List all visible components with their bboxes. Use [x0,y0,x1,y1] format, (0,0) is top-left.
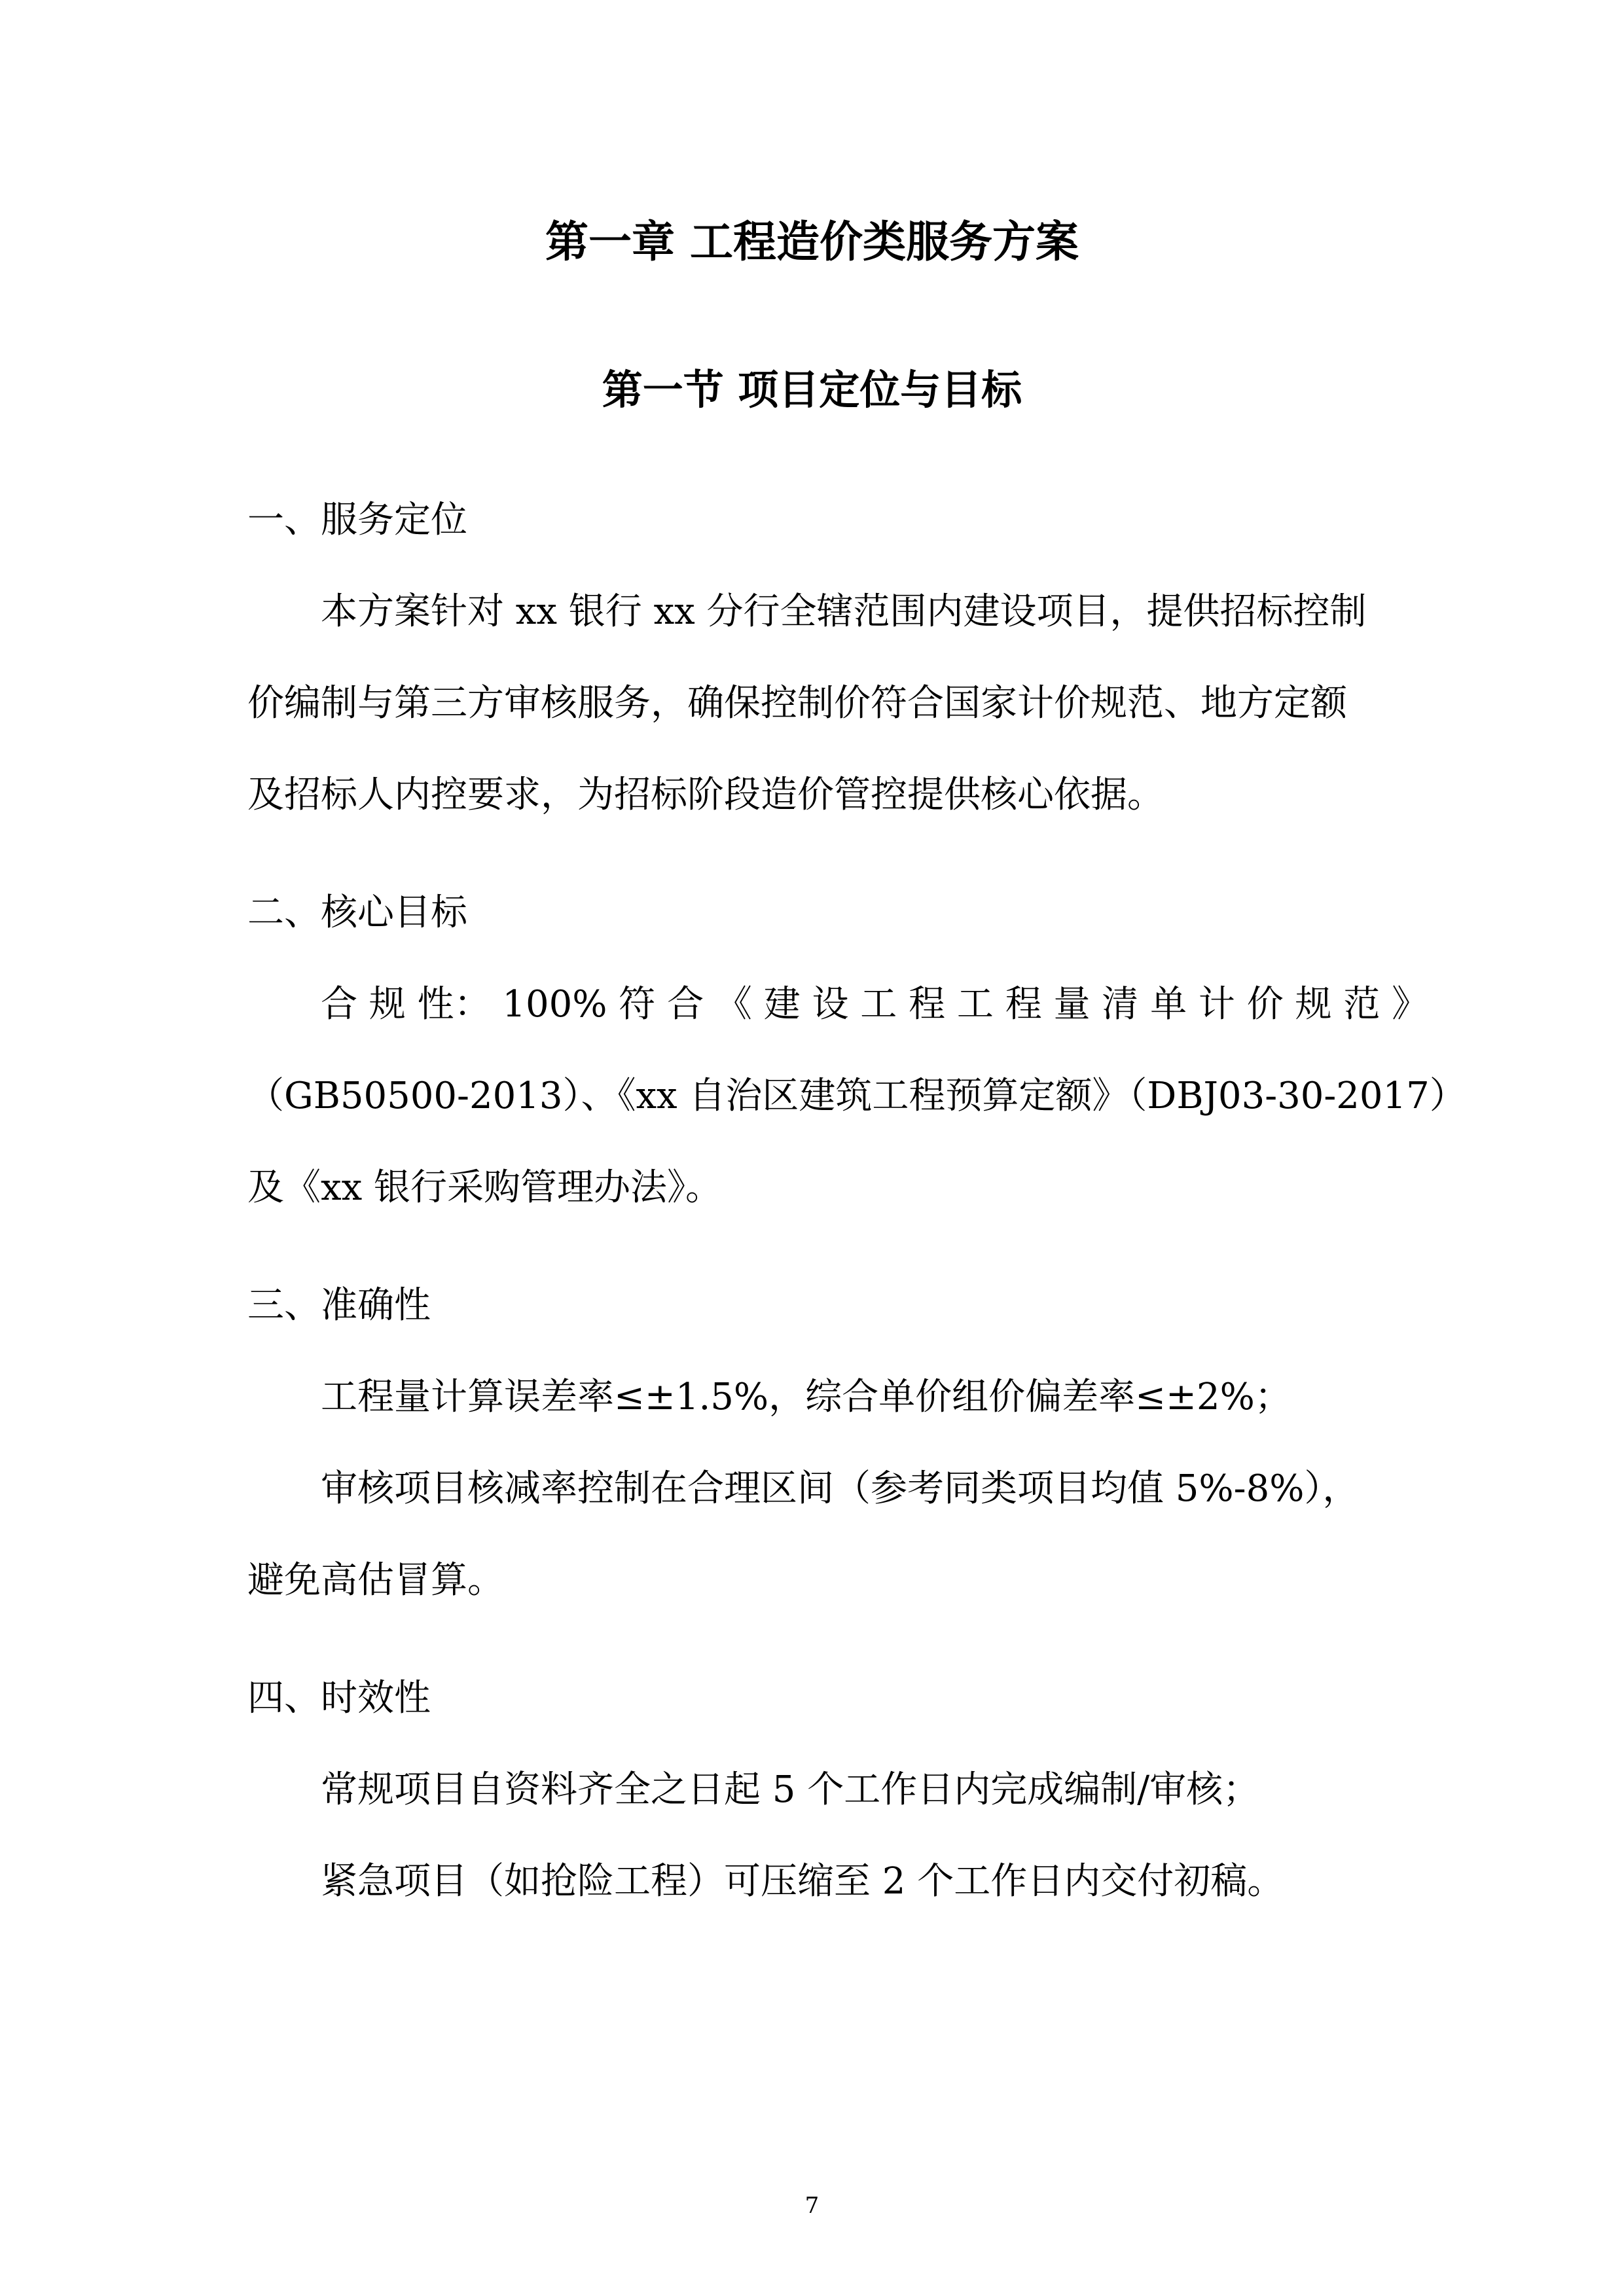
heading-timeliness: 四、时效性 [247,1677,431,1719]
paragraph-line: 紧急项目（如抢险工程）可压缩至 2 个工作日内交付初稿。 [321,1860,1284,1903]
paragraph-line: 审核项目核减率控制在合理区间（参考同类项目均值 5%-8%）， [321,1467,1360,1510]
heading-core-objectives: 二、核心目标 [247,891,467,934]
paragraph-line: 合 规 性： 100% 符 合 《 建 设 工 程 工 程 量 清 单 计 价 规 范 》 [321,983,1429,1026]
heading-accuracy: 三、准确性 [247,1284,431,1327]
paragraph-line: 避免高估冒算。 [247,1559,504,1602]
paragraph-line: 及《xx 银行采购管理办法》。 [247,1166,722,1209]
heading-service-positioning: 一、服务定位 [247,499,467,541]
paragraph-line: 本方案针对 xx 银行 xx 分行全辖范围内建设项目，提供招标控制 [321,590,1367,633]
page-number: 7 [804,2193,820,2219]
paragraph-line: 及招标人内控要求，为招标阶段造价管控提供核心依据。 [247,774,1164,816]
paragraph-line: 常规项目自资料齐全之日起 5 个工作日内完成编制/审核； [321,1768,1260,1811]
paragraph-line: 工程量计算误差率≤±1.5%，综合单价组价偏差率≤±2%； [321,1376,1291,1418]
chapter-title: 第一章 工程造价类服务方案 [545,217,1079,267]
paragraph-line: （GB50500-2013）、《xx 自治区建筑工程预算定额》（DBJ03-30-2017） [247,1075,1466,1117]
paragraph-line: 价编制与第三方审核服务，确保控制价符合国家计价规范、地方定额 [247,682,1347,725]
section-title: 第一节 项目定位与目标 [602,366,1022,414]
